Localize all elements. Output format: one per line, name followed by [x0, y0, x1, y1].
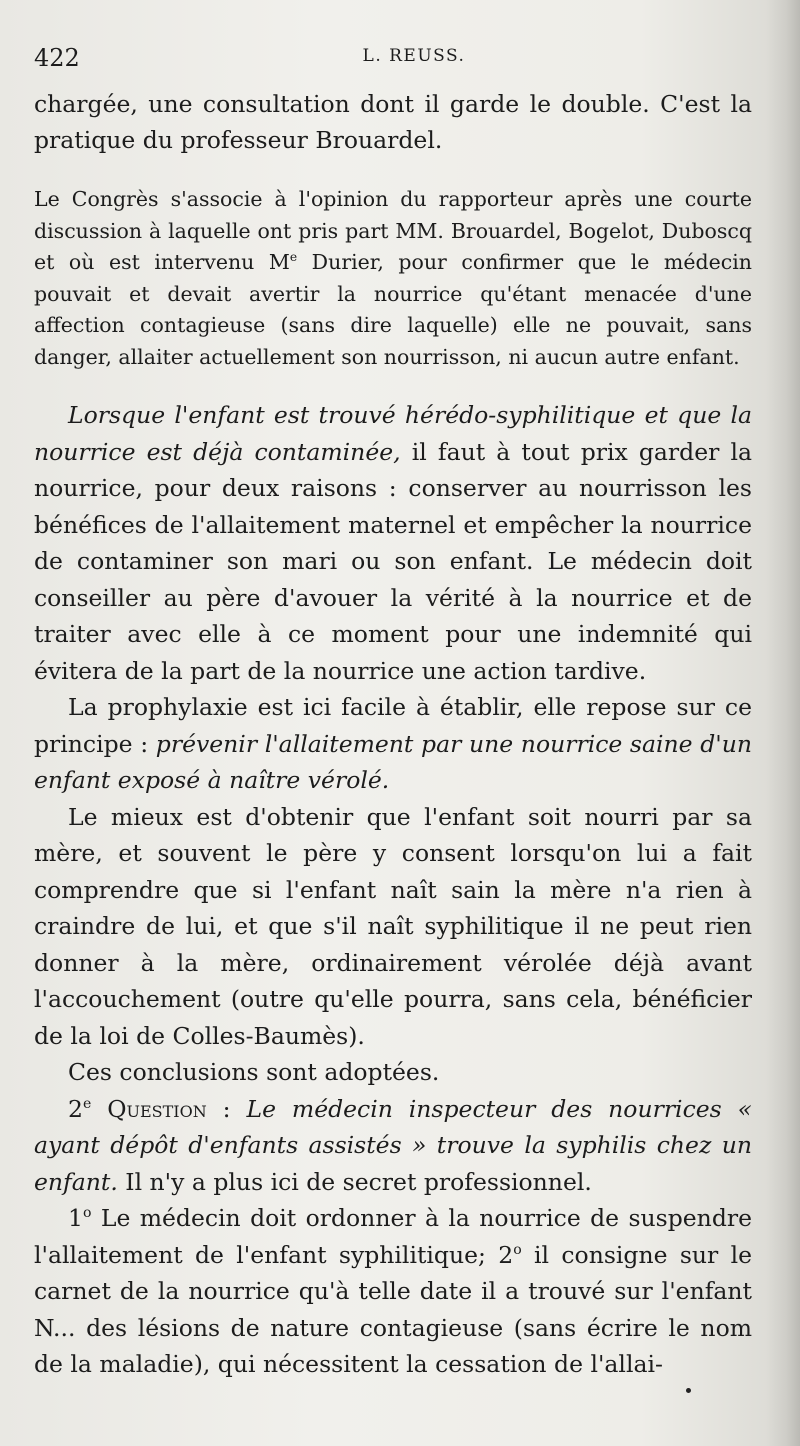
paragraph-text: Il n'y a plus ici de secret professionnel. — [117, 1167, 592, 1196]
italic-text: Lorsque l'enfant est trouvé hérédo-syphilitique et que la nourrice est déjà contaminée, — [34, 401, 752, 466]
paragraph-conclusions — [34, 1054, 752, 1091]
superscript: e — [289, 250, 298, 265]
italic-text: trouve la syphilis chez un enfant. — [34, 1131, 752, 1196]
page-body — [34, 86, 752, 1383]
italic-text: Le médecin inspecteur des nourrices « ayant dépôt d'enfants assistés » — [34, 1094, 752, 1159]
separator: : — [206, 1094, 247, 1123]
paragraph-text: Le mieux est d'obtenir que l'enfant soit nourri par sa mère, et souvent le père y consent lorsqu'on lui a fait comprendre que si l'enfant naît sain la mère n'a rien à craindre de lui, et que s'il naît syphilitique il ne peut rien donner à la mère, ordinairement vérolée déjà avant l'accouchement (outre qu'elle pourra, sans cela, bénéficier de la loi de Colles-Baumès). — [34, 802, 752, 1050]
paragraph-heredo — [34, 397, 752, 689]
ink-speck — [686, 1388, 691, 1393]
paragraph-continued — [34, 86, 752, 158]
superscript: o — [82, 1205, 92, 1222]
italic-text: prévenir l'allaitement par une nourrice saine d'un enfant exposé à naître vérolé. — [34, 729, 752, 794]
paragraph-text: Durier, pour confirmer que le médecin pouvait et devait avertir la nourrice qu'étant menacée d'une affection contagieuse (sans dire laquelle) elle ne pouvait, sans danger, allaiter actuellement son nourrisson, ni aucun autre enfant. — [34, 250, 752, 369]
list-number: 1 — [68, 1204, 83, 1232]
paragraph-congress-note — [34, 184, 752, 373]
page-header — [34, 40, 754, 80]
paragraph-text: il faut à tout prix garder la nourrice, pour deux raisons : conserver au nourrisson les bénéfices de l'allaitement maternel et empêcher la nourrice de contaminer son mari ou son enfant. Le médecin doit conseiller au père d'avouer la vérité à la nourrice et de traiter avec elle à ce moment pour une indemnité qui évitera de la part de la nourrice une action tardive. — [34, 437, 752, 685]
superscript: o — [513, 1241, 522, 1258]
paragraph-prophylaxis — [34, 689, 752, 799]
paragraph-text: Le médecin doit ordonner à la nourrice de suspendre l'allaitement de l'enfant syphilitique; 2 — [34, 1204, 752, 1269]
paragraph-mother — [34, 799, 752, 1055]
paragraph-text: chargée, une consultation dont il garde le double. C'est la pratique du professeur Brouardel. — [34, 90, 752, 154]
superscript: e — [82, 1095, 92, 1112]
paragraph-point-1 — [34, 1200, 752, 1383]
question-label: Question — [107, 1094, 207, 1123]
running-head: L. REUSS. — [362, 46, 466, 66]
paragraph-text: il consigne sur le carnet de la nourrice qu'à telle date il a trouvé sur l'enfant N... des lésions de nature contagieuse (sans écrire le nom de la maladie), qui nécessitent la cessation de l'allai- — [34, 1240, 752, 1378]
page-gutter-shadow — [766, 0, 800, 1446]
page-number: 422 — [34, 44, 80, 72]
paragraph-text: Ces conclusions sont adoptées. — [68, 1058, 440, 1086]
paragraph-text: La prophylaxie est ici facile à établir, elle repose sur ce principe : — [34, 693, 752, 758]
paragraph-text: Le Congrès s'associe à l'opinion du rapporteur après une courte discussion à laquelle ont pris part MM. Brouardel, Bogelot, Duboscq et où est intervenu M — [34, 187, 752, 274]
paragraph-question-2 — [34, 1091, 752, 1201]
question-number: 2 — [68, 1094, 83, 1123]
